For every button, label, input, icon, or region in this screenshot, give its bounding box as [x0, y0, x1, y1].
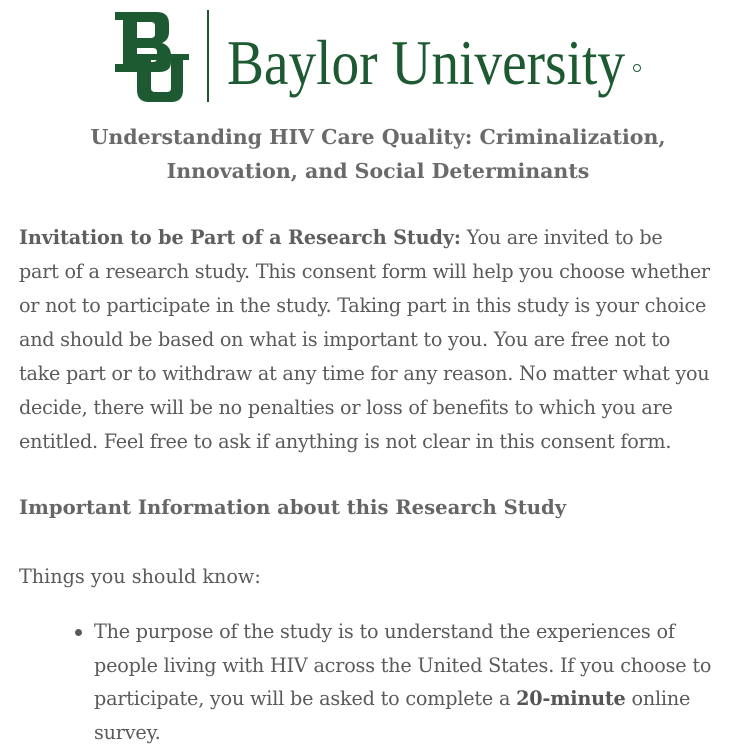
baylor-bu-logo: [113, 10, 191, 102]
intro-line: decide, there will be no penalties or loss of benefits to which you are: [19, 396, 673, 419]
things-list: [75, 615, 750, 749]
intro-line: [19, 221, 749, 255]
intro-paragraph: [19, 221, 749, 459]
intro-line: or not to participate in the study. Taking part in this study is your choice: [19, 294, 707, 317]
baylor-wordmark: [227, 24, 647, 98]
intro-label: Invitation to be Part of a Research Study:: [19, 226, 461, 249]
intro-line: and should be based on what is important to you. You are free not to: [19, 328, 671, 351]
bullet-icon: [75, 629, 82, 636]
bullet-line: people living with HIV across the United States. If you choose to: [94, 653, 712, 677]
title-line: Innovation, and Social Determinants: [166, 159, 590, 183]
intro-text: You are invited to be: [460, 226, 663, 249]
logo-divider: [207, 10, 209, 102]
section-heading: Important Information about this Research Study: [19, 496, 567, 519]
bullet-line: The purpose of the study is to understand the experiences of: [94, 620, 675, 643]
bullet-line: survey.: [94, 720, 161, 744]
bullet-text: online: [625, 687, 691, 710]
list-item: [75, 615, 750, 749]
duration-emphasis: 20-minute: [516, 687, 626, 710]
bu-monogram-icon: [113, 10, 191, 102]
bullet-line: [94, 682, 750, 716]
title-line: Understanding HIV Care Quality: Criminalization,: [90, 125, 666, 149]
bullet-text: participate, you will be asked to complete a: [94, 687, 517, 710]
things-label: Things you should know:: [19, 565, 261, 588]
svg-text:Baylor University: Baylor University: [227, 27, 625, 98]
header: [0, 8, 756, 106]
intro-line: entitled. Feel free to ask if anything is not clear in this consent form.: [19, 430, 672, 453]
intro-line: take part or to withdraw at any time for any reason. No matter what you: [19, 362, 710, 385]
document-title: [0, 120, 756, 188]
intro-line: part of a research study. This consent form will help you choose whether: [19, 260, 710, 283]
